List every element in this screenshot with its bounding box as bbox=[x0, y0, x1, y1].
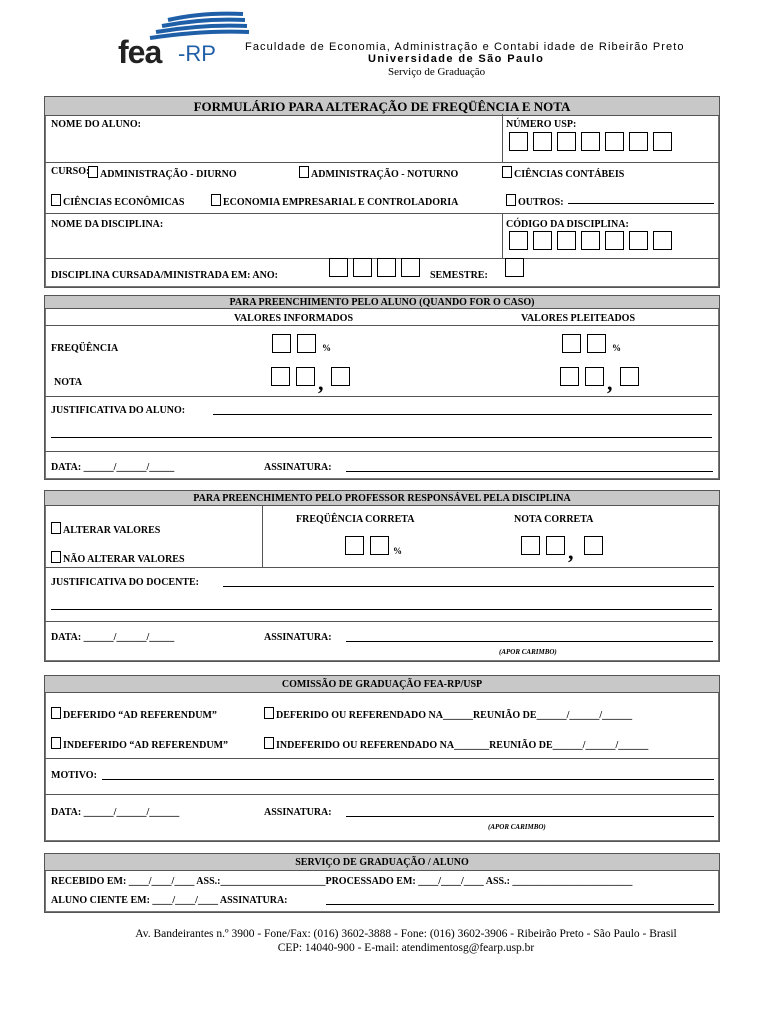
comma: , bbox=[568, 539, 574, 564]
checkbox[interactable] bbox=[51, 551, 61, 563]
checkbox[interactable] bbox=[51, 737, 61, 749]
checkbox[interactable] bbox=[88, 166, 98, 178]
aluno-ciente-label[interactable]: ALUNO CIENTE EM: ____/____/____ ASSINATURA: bbox=[51, 895, 288, 906]
nota-correta-label: NOTA CORRETA bbox=[514, 514, 594, 525]
logo bbox=[118, 10, 248, 70]
opt-indeferido-ref[interactable]: INDEFERIDO OU REFERENDADO NA_______REUNIÃO DE______/______/______ bbox=[264, 737, 648, 751]
numero-usp-label: NÚMERO USP: bbox=[506, 119, 577, 130]
header-line1: Faculdade de Economia, Administração e Contabi idade de Ribeirão Preto bbox=[245, 41, 685, 53]
divider bbox=[44, 451, 720, 452]
curso-label: CURSO: bbox=[51, 166, 90, 177]
divider bbox=[502, 114, 503, 162]
valores-pleiteados-label: VALORES PLEITEADOS bbox=[521, 313, 636, 324]
checkbox[interactable] bbox=[506, 194, 516, 206]
motivo-label: MOTIVO: bbox=[51, 770, 97, 781]
checkbox[interactable] bbox=[211, 194, 221, 206]
carimbo-note: (APOR CARIMBO) bbox=[499, 648, 557, 656]
justificativa-docente-line[interactable] bbox=[51, 609, 712, 610]
assinatura-comissao-line[interactable] bbox=[346, 816, 714, 817]
nota-informada-box[interactable] bbox=[296, 367, 315, 386]
checkbox[interactable] bbox=[264, 707, 274, 719]
logo-sub: -RP bbox=[178, 41, 216, 66]
opt-adm-diurno[interactable]: ADMINISTRAÇÃO - DIURNO bbox=[88, 166, 237, 180]
assinatura-docente-label: ASSINATURA: bbox=[264, 632, 332, 643]
aluno-ciente-line[interactable] bbox=[326, 904, 714, 905]
checkbox[interactable] bbox=[51, 707, 61, 719]
recebido-line[interactable]: RECEBIDO EM: ____/____/____ ASS.:_____________________PROCESSADO EM: ____/____/____ ASS.: ________________________ bbox=[51, 876, 633, 887]
assinatura-comissao-label: ASSINATURA: bbox=[264, 807, 332, 818]
justificativa-aluno-line[interactable] bbox=[213, 414, 712, 415]
freq-correta-box[interactable] bbox=[345, 536, 364, 555]
carimbo-note: (APOR CARIMBO) bbox=[488, 823, 546, 831]
opt-adm-noturno[interactable]: ADMINISTRAÇÃO - NOTURNO bbox=[299, 166, 458, 180]
divider bbox=[44, 396, 720, 397]
data-aluno[interactable]: DATA: ______/______/_____ bbox=[51, 462, 175, 473]
opt-economia-emp[interactable]: ECONOMIA EMPRESARIAL E CONTROLADORIA bbox=[211, 194, 458, 208]
professor-title: PARA PREENCHIMENTO PELO PROFESSOR RESPONSÁVEL PELA DISCIPLINA bbox=[44, 490, 720, 506]
assinatura-aluno-label: ASSINATURA: bbox=[264, 462, 332, 473]
checkbox[interactable] bbox=[51, 522, 61, 534]
opt-alterar[interactable]: ALTERAR VALORES bbox=[51, 522, 160, 536]
nota-pleiteada-box[interactable] bbox=[620, 367, 639, 386]
freq-informada-box[interactable] bbox=[272, 334, 291, 353]
servico-title: SERVIÇO DE GRADUAÇÃO / ALUNO bbox=[44, 853, 720, 871]
data-comissao[interactable]: DATA: ______/______/______ bbox=[51, 807, 180, 818]
nota-pleiteada-box[interactable] bbox=[560, 367, 579, 386]
opt-deferido-ref[interactable]: DEFERIDO OU REFERENDADO NA______REUNIÃO DE______/______/______ bbox=[264, 707, 632, 721]
divider bbox=[44, 162, 720, 163]
nome-disciplina-field[interactable] bbox=[170, 216, 495, 254]
comma: , bbox=[607, 370, 613, 395]
justificativa-docente-line[interactable] bbox=[223, 586, 714, 587]
percent-sign: % bbox=[322, 343, 331, 353]
checkbox[interactable] bbox=[264, 737, 274, 749]
cursada-label: DISCIPLINA CURSADA/MINISTRADA EM: ANO: bbox=[51, 270, 278, 281]
divider bbox=[44, 213, 720, 214]
assinatura-aluno-line[interactable] bbox=[346, 471, 713, 472]
nome-aluno-label: NOME DO ALUNO: bbox=[51, 119, 141, 130]
justificativa-aluno-label: JUSTIFICATIVA DO ALUNO: bbox=[51, 405, 186, 416]
divider bbox=[44, 567, 720, 568]
nota-informada-box[interactable] bbox=[271, 367, 290, 386]
motivo-line[interactable] bbox=[102, 779, 714, 780]
nota-correta-box[interactable] bbox=[546, 536, 565, 555]
semestre-label: SEMESTRE: bbox=[430, 270, 488, 281]
divider bbox=[44, 621, 720, 622]
footer-contact: CEP: 14040-900 - E-mail: atendimentosg@fearp.usp.br bbox=[277, 942, 535, 954]
footer-address: Av. Bandeirantes n.º 3900 - Fone/Fax: (016) 3602-3888 - Fone: (016) 3602-3906 - Ribeirão Preto - São Paulo - Brasil bbox=[135, 928, 677, 940]
freq-pleiteada-box[interactable] bbox=[562, 334, 581, 353]
nota-correta-box[interactable] bbox=[521, 536, 540, 555]
form-title: FORMULÁRIO PARA ALTERAÇÃO DE FREQÜÊNCIA E NOTA bbox=[44, 96, 720, 116]
logo-main: fea bbox=[118, 34, 162, 70]
checkbox[interactable] bbox=[299, 166, 309, 178]
semestre-box[interactable] bbox=[505, 258, 524, 277]
header-line2: Universidade de São Paulo bbox=[368, 53, 545, 65]
nota-informada-box[interactable] bbox=[331, 367, 350, 386]
percent-sign: % bbox=[612, 343, 621, 353]
nota-correta-box[interactable] bbox=[584, 536, 603, 555]
nota-label: NOTA bbox=[54, 377, 83, 388]
opt-contabeis[interactable]: CIÊNCIAS CONTÁBEIS bbox=[502, 166, 624, 180]
percent-sign: % bbox=[393, 546, 402, 556]
header-line3: Serviço de Graduação bbox=[388, 66, 486, 78]
assinatura-docente-line[interactable] bbox=[346, 641, 713, 642]
checkbox[interactable] bbox=[502, 166, 512, 178]
comma: , bbox=[318, 370, 324, 395]
freq-pleiteada-box[interactable] bbox=[587, 334, 606, 353]
checkbox[interactable] bbox=[51, 194, 61, 206]
comissao-title: COMISSÃO DE GRADUAÇÃO FEA-RP/USP bbox=[44, 675, 720, 693]
logo-waves-icon bbox=[148, 10, 258, 40]
opt-economicas[interactable]: CIÊNCIAS ECONÔMICAS bbox=[51, 194, 184, 208]
nota-pleiteada-box[interactable] bbox=[585, 367, 604, 386]
outros-line[interactable] bbox=[568, 203, 714, 204]
justificativa-aluno-line[interactable] bbox=[51, 437, 712, 438]
frequencia-label: FREQÜÊNCIA bbox=[51, 343, 119, 354]
nome-aluno-field[interactable] bbox=[170, 116, 495, 158]
opt-deferido-ad[interactable]: DEFERIDO “AD REFERENDUM” bbox=[51, 707, 217, 721]
nome-disciplina-label: NOME DA DISCIPLINA: bbox=[51, 219, 164, 230]
divider bbox=[262, 505, 263, 567]
justificativa-docente-label: JUSTIFICATIVA DO DOCENTE: bbox=[51, 577, 199, 588]
freq-correta-box[interactable] bbox=[370, 536, 389, 555]
codigo-disciplina-label: CÓDIGO DA DISCIPLINA: bbox=[506, 219, 629, 230]
data-docente[interactable]: DATA: ______/______/_____ bbox=[51, 632, 175, 643]
divider bbox=[44, 325, 720, 326]
divider bbox=[502, 213, 503, 258]
freq-correta-label: FREQÜÊNCIA CORRETA bbox=[296, 514, 415, 525]
aluno-title: PARA PREENCHIMENTO PELO ALUNO (QUANDO FOR O CASO) bbox=[44, 295, 720, 309]
opt-outros[interactable]: OUTROS: bbox=[506, 194, 564, 208]
opt-nao-alterar[interactable]: NÃO ALTERAR VALORES bbox=[51, 551, 185, 565]
freq-informada-box[interactable] bbox=[297, 334, 316, 353]
opt-indeferido-ad[interactable]: INDEFERIDO “AD REFERENDUM” bbox=[51, 737, 228, 751]
divider bbox=[44, 758, 720, 759]
valores-informados-label: VALORES INFORMADOS bbox=[234, 313, 353, 324]
divider bbox=[44, 794, 720, 795]
